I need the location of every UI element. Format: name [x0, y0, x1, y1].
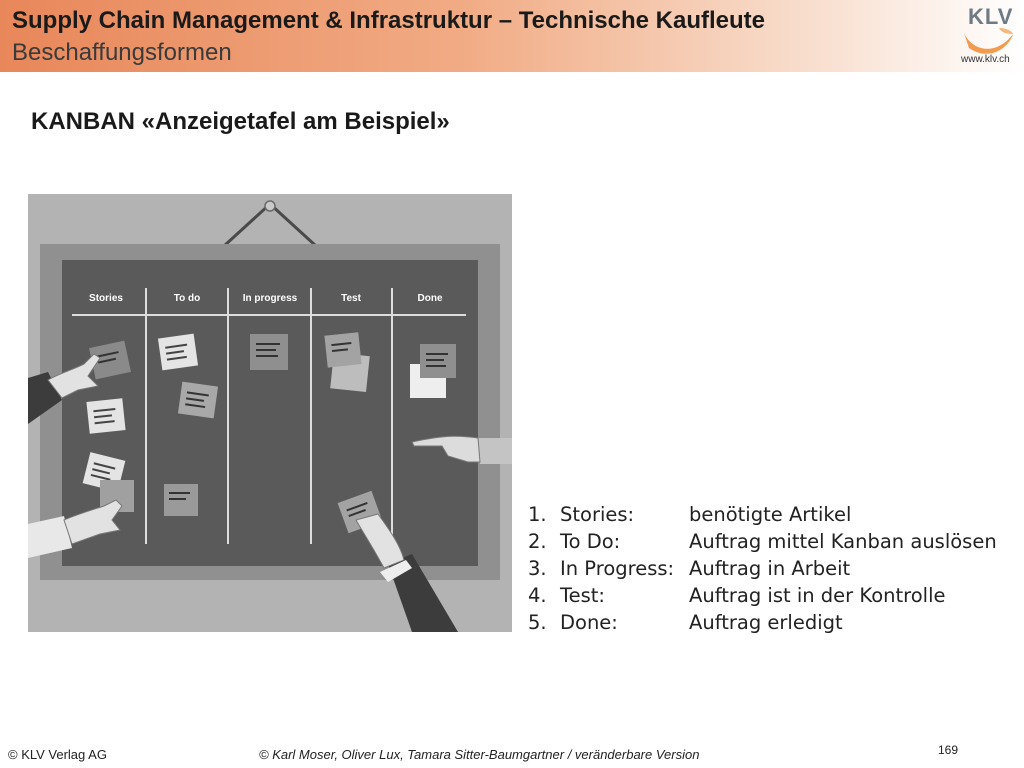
legend-number: 2.: [528, 530, 547, 553]
legend-description: Auftrag ist in der Kontrolle: [689, 584, 946, 607]
legend-term: Stories:: [560, 503, 635, 526]
legend-description: Auftrag in Arbeit: [689, 557, 851, 580]
legend-term: In Progress:: [560, 557, 675, 580]
legend-term: To Do:: [560, 530, 621, 553]
legend-description: benötigte Artikel: [689, 503, 852, 526]
legend-term: Test:: [560, 584, 605, 607]
board-column-in-progress: In progress: [242, 293, 298, 304]
legend-description: Auftrag erledigt: [689, 611, 843, 634]
header-title: Supply Chain Management & Infrastruktur – Technische Kaufleute: [12, 7, 766, 34]
klv-logo-url: www.klv.ch: [961, 54, 1010, 65]
footer-copyright: © KLV Verlag AG: [8, 747, 107, 762]
slide-heading: KANBAN «Anzeigetafel am Beispiel»: [31, 108, 450, 135]
board-column-todo: To do: [173, 293, 201, 304]
legend-number: 5.: [528, 611, 547, 634]
header-subtitle: Beschaffungsformen: [12, 39, 232, 66]
klv-logo-text: KLV: [968, 4, 1014, 29]
legend-term: Done:: [560, 611, 618, 634]
board-column-stories: Stories: [89, 293, 123, 304]
legend-number: 3.: [528, 557, 547, 580]
legend-description: Auftrag mittel Kanban auslösen: [689, 530, 997, 553]
legend-number: 4.: [528, 584, 547, 607]
header-bar: [0, 0, 1024, 72]
board-column-test: Test: [341, 293, 361, 304]
page-number: 169: [938, 743, 959, 757]
footer-authors: © Karl Moser, Oliver Lux, Tamara Sitter-Baumgartner / veränderbare Version: [259, 747, 700, 762]
board-column-done: Done: [417, 293, 443, 304]
legend-number: 1.: [528, 503, 547, 526]
kanban-board-illustration: [28, 194, 512, 632]
